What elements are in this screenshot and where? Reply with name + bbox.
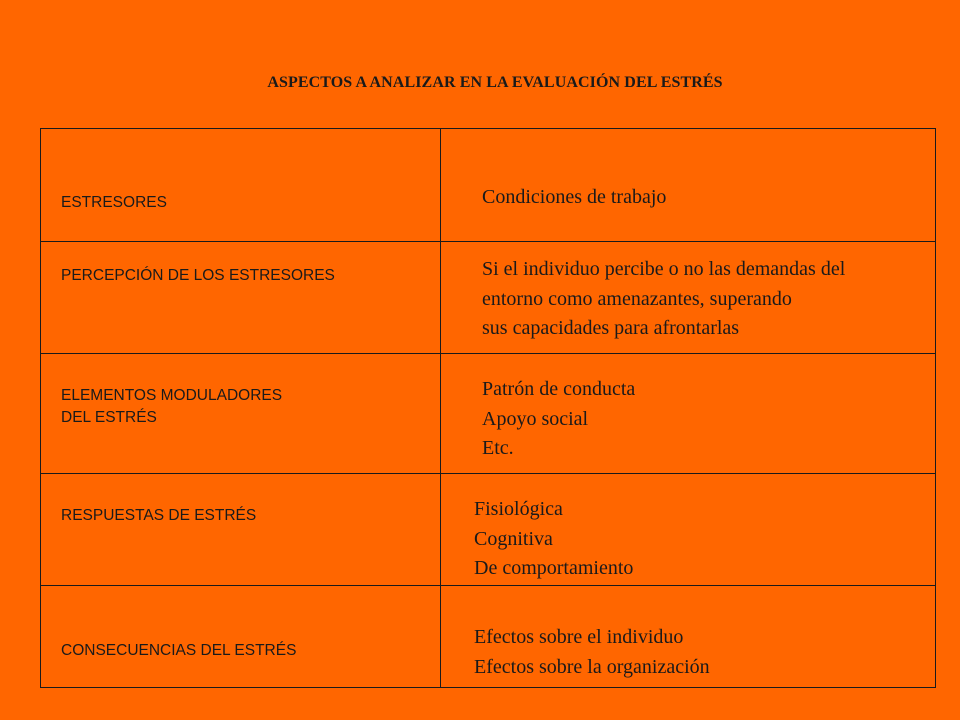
label-line: ELEMENTOS MODULADORES <box>61 387 283 404</box>
description-line: Si el individuo percibe o no las demandas del <box>482 258 846 280</box>
description-line: Efectos sobre el individuo <box>474 626 684 648</box>
description-line: sus capacidades para afrontarlas <box>482 317 740 339</box>
row-label-consecuencias <box>61 640 296 662</box>
row-description-consecuencias <box>474 623 710 682</box>
row-label-estresores <box>61 192 167 214</box>
description-line: Cognitiva <box>474 527 553 550</box>
row-divider <box>41 241 935 242</box>
label-line: RESPUESTAS DE ESTRÉS <box>61 507 257 524</box>
row-label-moduladores <box>61 385 282 429</box>
column-divider <box>440 129 441 687</box>
row-description-estresores <box>482 183 666 213</box>
row-description-moduladores <box>482 375 635 464</box>
page-title: ASPECTOS A ANALIZAR EN LA EVALUACIÓN DEL ESTRÉS <box>267 74 723 91</box>
description-line: entorno como amenazantes, superando <box>482 287 792 310</box>
row-description-percepcion <box>482 255 845 344</box>
row-description-respuestas <box>474 495 633 584</box>
label-line: DEL ESTRÉS <box>61 409 157 426</box>
description-line: Etc. <box>482 437 514 459</box>
row-label-respuestas <box>61 505 256 527</box>
label-line: PERCEPCIÓN DE LOS ESTRESORES <box>61 267 335 284</box>
description-line: De comportamiento <box>474 557 634 579</box>
row-divider <box>41 585 935 586</box>
row-divider <box>41 473 935 474</box>
description-line: Patrón de conducta <box>482 378 636 400</box>
description-line: Condiciones de trabajo <box>482 186 667 208</box>
label-line: CONSECUENCIAS DEL ESTRÉS <box>61 642 297 659</box>
row-divider <box>41 353 935 354</box>
stress-evaluation-table <box>40 128 936 688</box>
label-line: ESTRESORES <box>61 194 167 211</box>
description-line: Fisiológica <box>474 498 563 520</box>
row-label-percepcion <box>61 265 335 287</box>
description-line: Apoyo social <box>482 407 589 430</box>
description-line: Efectos sobre la organización <box>474 655 710 678</box>
